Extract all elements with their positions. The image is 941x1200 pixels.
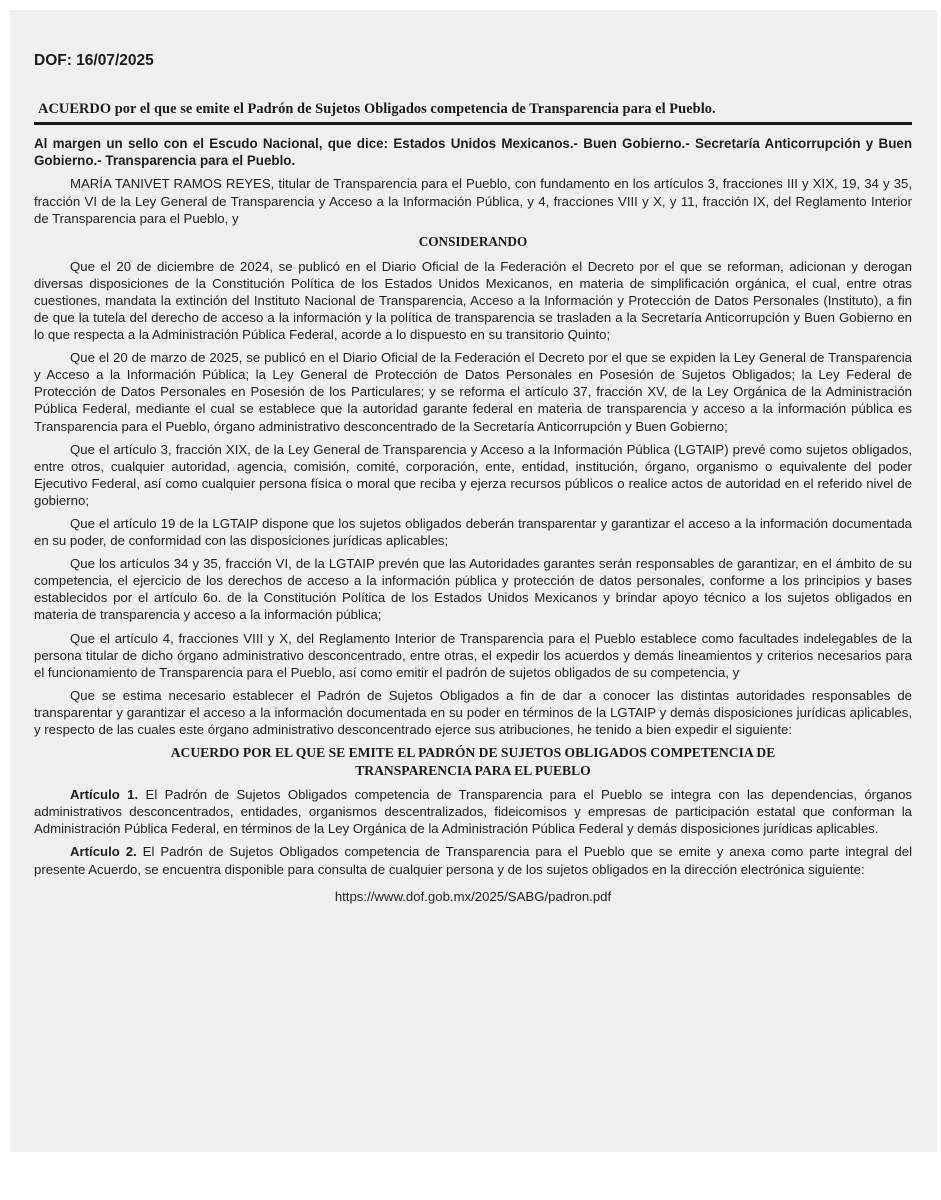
document-title: ACUERDO por el que se emite el Padrón de Sujetos Obligados competencia de Transparencia para el Pueblo. xyxy=(38,101,716,117)
acuerdo-heading-line-2: TRANSPARENCIA PARA EL PUEBLO xyxy=(355,763,591,779)
considerando-heading: CONSIDERANDO xyxy=(418,233,528,249)
intro-paragraph: MARÍA TANIVET RAMOS REYES, titular de Transparencia para el Pueblo, con fundamento en los artículos 3, fracciones III y XIX, 19, 34 y 35, fracción VI de la Ley General de Transparencia y Acceso a la Información Pública, y 4, fracciones VIII y X, y 11, fracción IX, del Reglamento Interior de Transparencia para el Pueblo, y xyxy=(34,176,912,226)
article-1-label: Artículo 1. xyxy=(70,787,139,803)
acuerdo-heading-line-1: ACUERDO POR EL QUE SE EMITE EL PADRÓN DE SUJETOS OBLIGADOS COMPETENCIA DE xyxy=(170,745,776,761)
considerando-paragraph: Que el artículo 4, fracciones VIII y X, del Reglamento Interior de Transparencia para el Pueblo establece como facultades indelegables de la persona titular de dicho órgano administrativo desconcentrado, entre otras, el expedir los acuerdos y demás lineamientos y criterios necesarios para el funcionamiento de Transparencia para el Pueblo, así como emitir el padrón de sujetos obligados de su competencia, y xyxy=(34,630,912,680)
article-1 xyxy=(34,786,912,837)
title-block xyxy=(34,98,912,125)
article-2-text: El Padrón de Sujetos Obligados competencia de Transparencia para el Pueblo que se emite y anexa como parte integral del presente Acuerdo, se encuentra disponible para consulta de cualquier persona y de los sujetos obligados en la dirección electrónica siguiente: xyxy=(34,844,913,877)
document-page xyxy=(10,10,937,1152)
considerando-paragraph: Que los artículos 34 y 35, fracción VI, de la LGTAIP prevén que las Autoridades garantes serán responsables de garantizar, en el ámbito de su competencia, el ejercicio de los derechos de acceso a la información pública y protección de datos personales, conforme a los principios y bases establecidos por el artículo 6o. de la Constitución Política de los Estados Unidos Mexicanos y brindar apoyo técnico a los sujetos obligados en materia de transparencia y acceso a la información pública; xyxy=(34,556,912,623)
considerando-paragraph: Que se estima necesario establecer el Padrón de Sujetos Obligados a fin de dar a conocer las distintas autoridades responsables de transparentar y garantizar el acceso a la información documentada en su poder en términos de la LGTAIP y demás disposiciones jurídicas aplicables, y respecto de las cuales este órgano administrativo desconcentrado ejerce sus atribuciones, he tenido a bien expedir el siguiente: xyxy=(34,687,912,738)
article-1-text: El Padrón de Sujetos Obligados competencia de Transparencia para el Pueblo se integra con las dependencias, órganos administrativos desconcentrados, entidades, organismos descentralizados, fideicomisos y empresas de participación estatal que conforman la Administración Pública Federal, en términos de la Ley Orgánica de la Administración Pública Federal y demás disposiciones jurídicas aplicables. xyxy=(34,787,912,837)
article-2-label: Artículo 2. xyxy=(70,844,137,860)
considerando-paragraph: Que el 20 de marzo de 2025, se publicó en el Diario Oficial de la Federación el Decreto por el que se expiden la Ley General de Transparencia y Acceso a la Información Pública; la Ley General de Protección de Datos Personales en Posesión de Sujetos Obligados; la Ley Federal de Protección de Datos Personales en Posesión de los Particulares; y se reforma el artículo 37, fracción XV, de la Ley Orgánica de la Administración Pública Federal, mediante el cual se establece que la autoridad garante federal en materia de transparencia y acceso a la información pública es Transparencia para el Pueblo, órgano administrativo desconcentrado de la Secretaría Anticorrupción y Buen Gobierno; xyxy=(34,350,912,434)
considerando-paragraph: Que el 20 de diciembre de 2024, se publicó en el Diario Oficial de la Federación el Decreto por el que se reforman, adicionan y derogan diversas disposiciones de la Constitución Política de los Estados Unidos Mexicanos, en materia de simplificación orgánica, el cual, entre otras cuestiones, mandata la extinción del Instituto Nacional de Transparencia, Acceso a la Información y Protección de Datos Personales (Instituto), a fin de que la tutela del derecho de acceso a la información y la política de transparencia se trasladen a la Secretaría Anticorrupción y Buen Gobierno en lo que respecta a la Administración Pública Federal, acorde a lo dispuesto en su transitorio Quinto; xyxy=(34,258,912,343)
margin-note: Al margen un sello con el Escudo Nacional, que dice: Estados Unidos Mexicanos.- Buen Gobierno.- Secretaría Anticorrupción y Buen Gobierno.- Transparencia para el Pueblo. xyxy=(34,136,912,169)
dof-date: DOF: 16/07/2025 xyxy=(34,52,154,69)
considerando-paragraph: Que el artículo 19 de la LGTAIP dispone que los sujetos obligados deberán transparentar y garantizar el acceso a la información documentada en su poder, de conformidad con las disposiciones jurídicas aplicables; xyxy=(34,516,912,549)
article-2 xyxy=(34,843,912,877)
considerando-paragraph: Que el artículo 3, fracción XIX, de la Ley General de Transparencia y Acceso a la Información Pública (LGTAIP) prevé como sujetos obligados, entre otros, cualquier autoridad, agencia, comisión, comité, corporación, ente, entidad, institución, órgano, organismo o equivalente del poder Ejecutivo Federal, así como cualquier persona física o moral que reciba y ejerza recursos públicos o realice actos de autoridad en el referido nivel de gobierno; xyxy=(34,441,912,508)
padron-url[interactable]: https://www.dof.gob.mx/2025/SABG/padron.pdf xyxy=(334,888,612,904)
acuerdo-heading xyxy=(34,744,912,780)
